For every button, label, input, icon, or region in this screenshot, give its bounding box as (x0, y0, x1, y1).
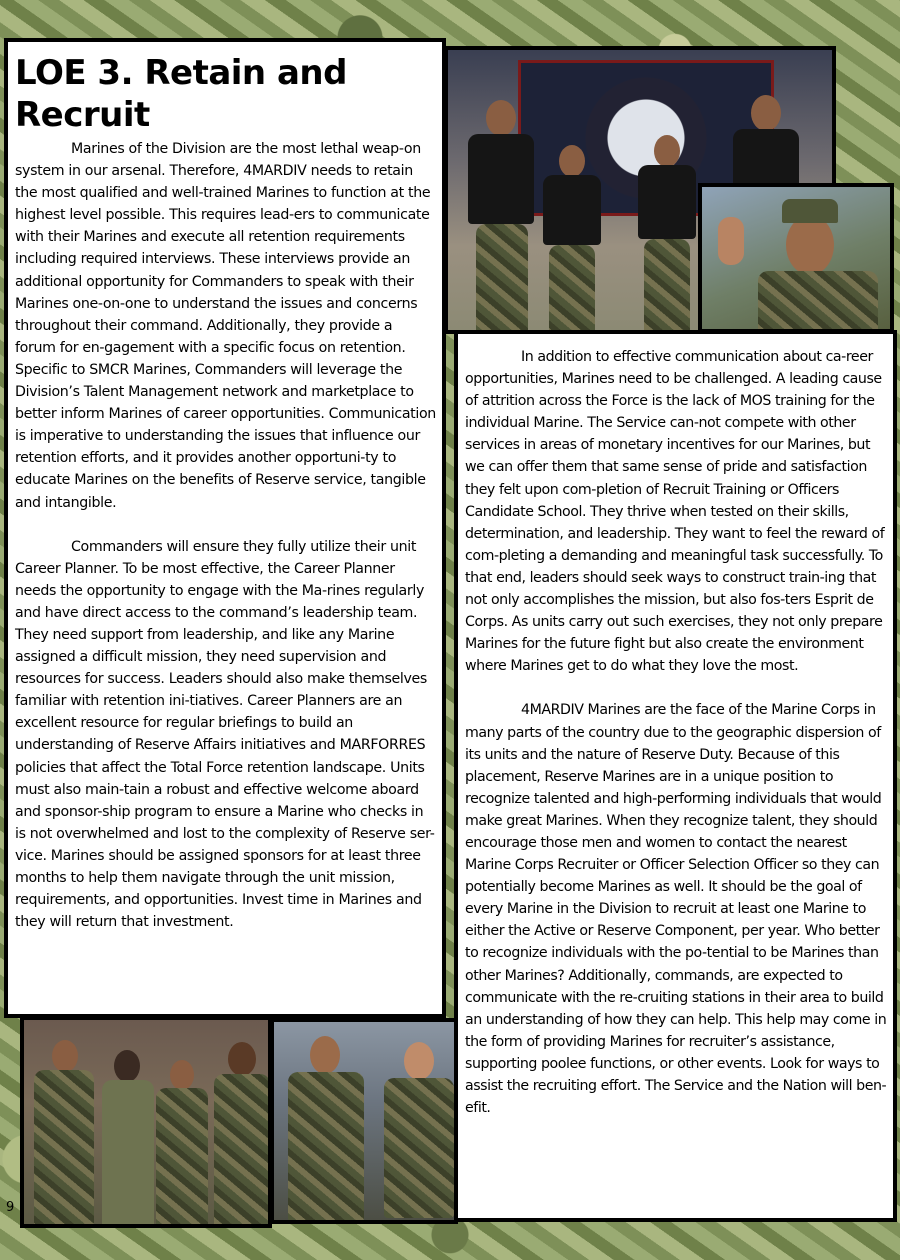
page-number: 9 (6, 1200, 15, 1215)
photo-marine-oath (698, 183, 894, 333)
raised-hand (718, 217, 744, 265)
right-paragraph-2: 4MARDIV Marines are the face of the Marine Corps in many parts of the country due to the geographic dispersion of its units and the nature of Reserve Duty. Because of this placement, Reserve Marines are in a unique position to recognize talented and high-performing individuals that would make great Marines. When they recognize talent, they should encourage those men and women to contact the nearest Marine Corps Recruiter or Officer Selection Officer so they can potentially become Marines as well. It should be the goal of every Marine in the Division to recruit at least one Marine to either the Active or Reserve Component, per year. Who better to recognize individuals with the po-tential to be Marines than other Marines? Additionally, commands, are expected to communicate with the re-cruiting stations in their area to build an understanding of how they can help. This help may come in the form of providing Marines for recruiter’s assistance, supporting poolee functions, or other events. Look for ways to assist the recruiting effort. The Service and the Nation will ben-efit. (465, 702, 887, 1117)
left-paragraph-2: Commanders will ensure they fully utilize their unit Career Planner. To be most effective, the Career Planner needs the opportunity to engage with the Ma-rines regularly and have direct access to the command’s leadership team. They need support from leadership, and like any Marine assigned a difficult mission, they need supervision and resources for success. Leaders should also make themselves familiar with retention ini-tiatives. Career Planners are an excellent resource for regular briefings to build an understanding of Reserve Affairs initiatives and MARFORRES policies that affect the Total Force retention landscape. Units must also main-tain a robust and effective welcome aboard and sponsor-ship program to ensure a Marine who checks in is not overwhelmed and lost to the complexity of Reserve ser-vice. Marines should be assigned sponsors for at least three months to help them navigate through the unit mission, requirements, and opportunities. Invest time in Marines and they will return that investment. (15, 538, 435, 931)
right-text-panel (454, 330, 897, 1222)
figure-head (786, 215, 834, 275)
figure-uniform (758, 271, 878, 333)
page-title (15, 52, 436, 136)
title-line-1: LOE 3. Retain and (15, 53, 347, 93)
left-paragraph-1: Marines of the Division are the most lethal weap-on system in our arsenal. Therefore, 4MARDIV needs to retain the most qualified and well-trained Marines to function at the highest level possible. This requires lead-ers to communicate with their Marines and execute all retention requirements including required interviews. These interviews provide an additional opportunity for Commanders to speak with their Marines one-on-one to understand the issues and concerns throughout their command. Additionally, they provide a forum for en-gagement with a specific focus on retention. Specific to SMCR Marines, Commanders will leverage the Division’s Talent Management network and marketplace to better inform Marines of career opportunities. Communication is imperative to understanding the issues that influence our retention efforts, and it provides another opportuni-ty to educate Marines on the benefits of Reserve service, tangible and intangible. (15, 141, 436, 511)
left-text-panel (4, 38, 446, 1018)
photo-ceremony (20, 1016, 272, 1228)
photo-handshake (270, 1018, 458, 1224)
right-paragraph-1: In addition to effective communication about ca-reer opportunities, Marines need to be challenged. A leading cause of attrition across the Force is the lack of MOS training for the individual Marine. The Service can-not compete with other services in areas of monetary incentives for our Marines, but we can offer them that same sense of pride and satisfaction they felt upon com-pletion of Recruit Training or Officers Candidate School. They thrive when tested on their skills, determination, and leadership. They want to feel the reward of com-pleting a demanding and meaningful task successfully. To that end, leaders should seek ways to construct train-ing that not only accomplishes the mission, but also fos-ters Esprit de Corps. As units carry out such exercises, they not only prepare Marines for the future fight but also create the environment where Marines get to do what they love the most. (465, 349, 885, 675)
title-line-2: Recruit (15, 95, 150, 135)
